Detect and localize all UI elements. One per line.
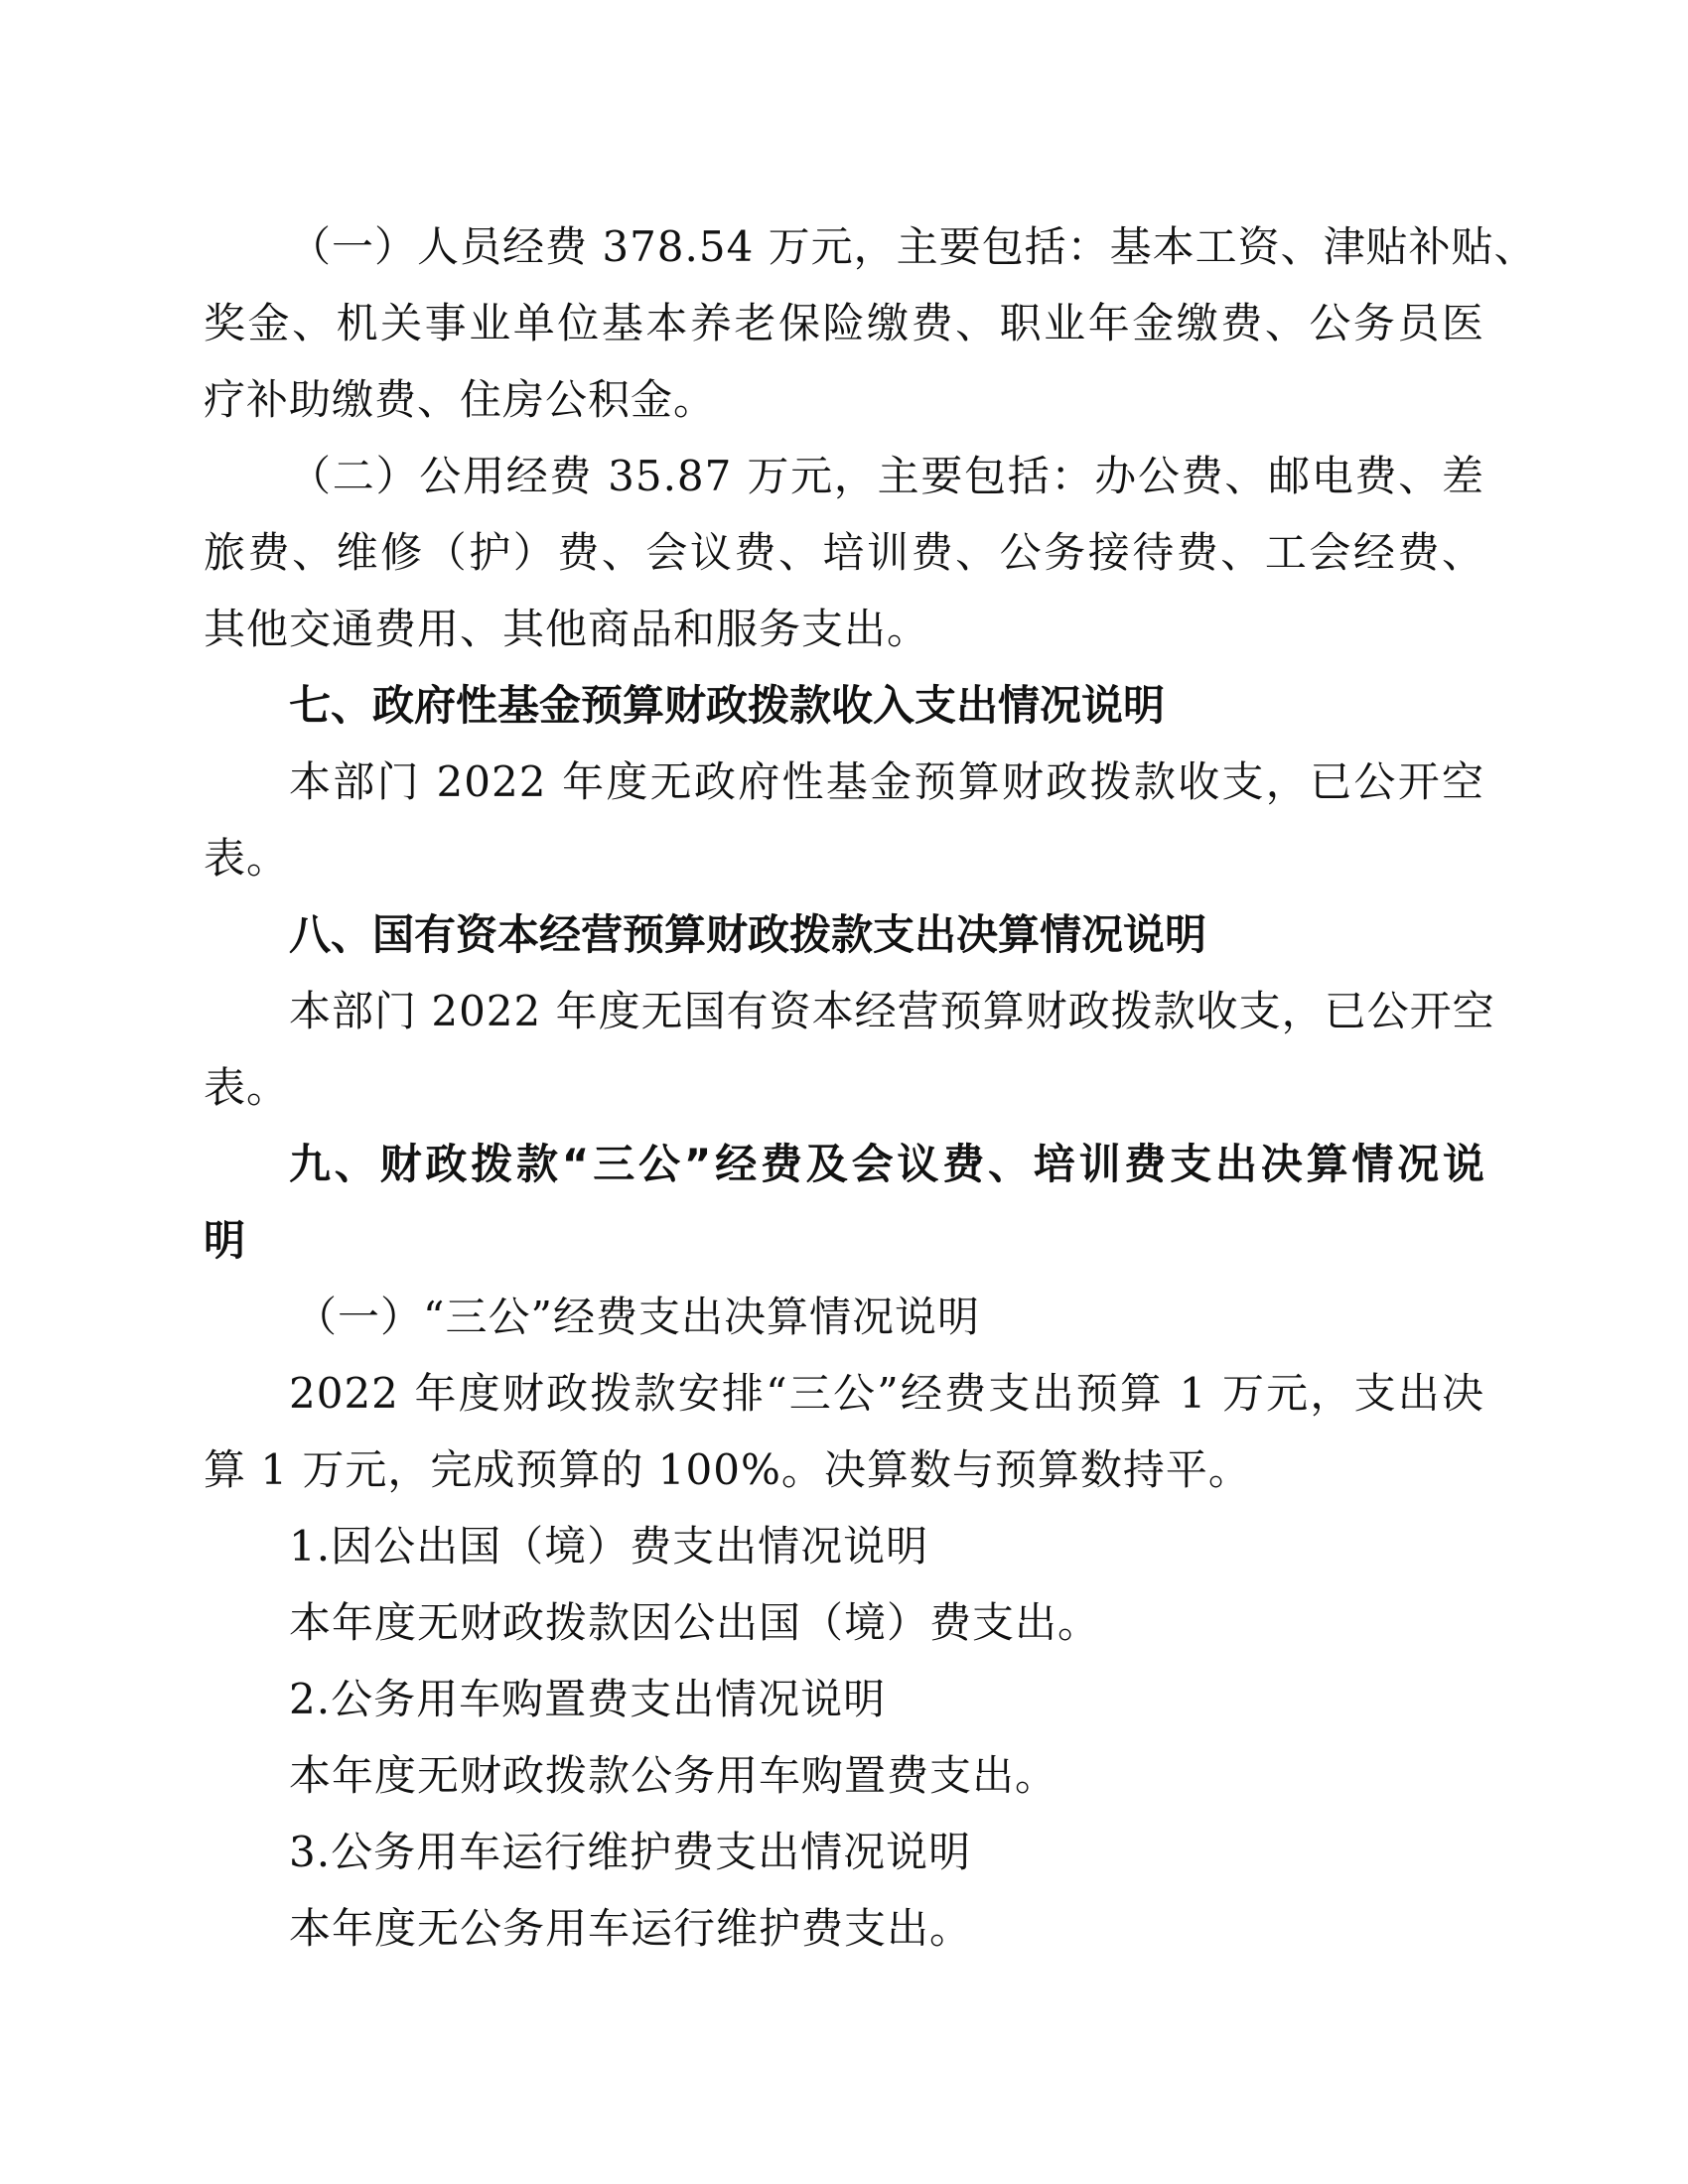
paragraph-three-public-line-2: 算 1 万元，完成预算的 100%。决算数与预算数持平。 — [204, 1445, 1251, 1494]
section-heading-9-line-1: 九、财政拨款“三公”经费及会议费、培训费支出决算情况说 — [289, 1140, 1484, 1188]
paragraph-three-public-line-1: 2022 年度财政拨款安排“三公”经费支出预算 1 万元，支出决 — [289, 1369, 1484, 1418]
paragraph-public-line-2: 旅费、维修（护）费、会议费、培训费、公务接待费、工会经费、 — [204, 528, 1484, 577]
subheading-three-public: （一）“三公”经费支出决算情况说明 — [295, 1293, 980, 1341]
paragraph-public-line-1: （二）公用经费 35.87 万元，主要包括：办公费、邮电费、差 — [289, 452, 1484, 500]
paragraph-capital-line-2: 表。 — [204, 1063, 290, 1112]
paragraph-personnel-line-3: 疗补助缴费、住房公积金。 — [204, 375, 717, 424]
paragraph-fund-line-2: 表。 — [204, 834, 290, 883]
item-3-title: 3.公务用车运行维护费支出情况说明 — [289, 1828, 972, 1876]
paragraph-personnel-line-2: 奖金、机关事业单位基本养老保险缴费、职业年金缴费、公务员医 — [204, 299, 1484, 347]
section-heading-9-line-2: 明 — [204, 1216, 246, 1265]
item-1-title: 1.因公出国（境）费支出情况说明 — [289, 1522, 929, 1570]
item-3-text: 本年度无公务用车运行维护费支出。 — [289, 1904, 973, 1953]
paragraph-personnel-line-1: （一）人员经费 378.54 万元，主要包括：基本工资、津贴补贴、 — [289, 222, 1537, 271]
item-2-text: 本年度无财政拨款公务用车购置费支出。 — [289, 1751, 1058, 1800]
paragraph-fund-line-1: 本部门 2022 年度无政府性基金预算财政拨款收支，已公开空 — [289, 757, 1484, 806]
document-body — [204, 208, 1537, 1967]
paragraph-capital-line-1: 本部门 2022 年度无国有资本经营预算财政拨款收支，已公开空 — [289, 987, 1495, 1035]
item-2-title: 2.公务用车购置费支出情况说明 — [289, 1675, 887, 1723]
section-heading-8: 八、国有资本经营预算财政拨款支出决算情况说明 — [289, 910, 1207, 959]
section-heading-7: 七、政府性基金预算财政拨款收入支出情况说明 — [289, 681, 1166, 730]
item-1-text: 本年度无财政拨款因公出国（境）费支出。 — [289, 1598, 1101, 1647]
paragraph-public-line-3: 其他交通费用、其他商品和服务支出。 — [204, 605, 930, 653]
